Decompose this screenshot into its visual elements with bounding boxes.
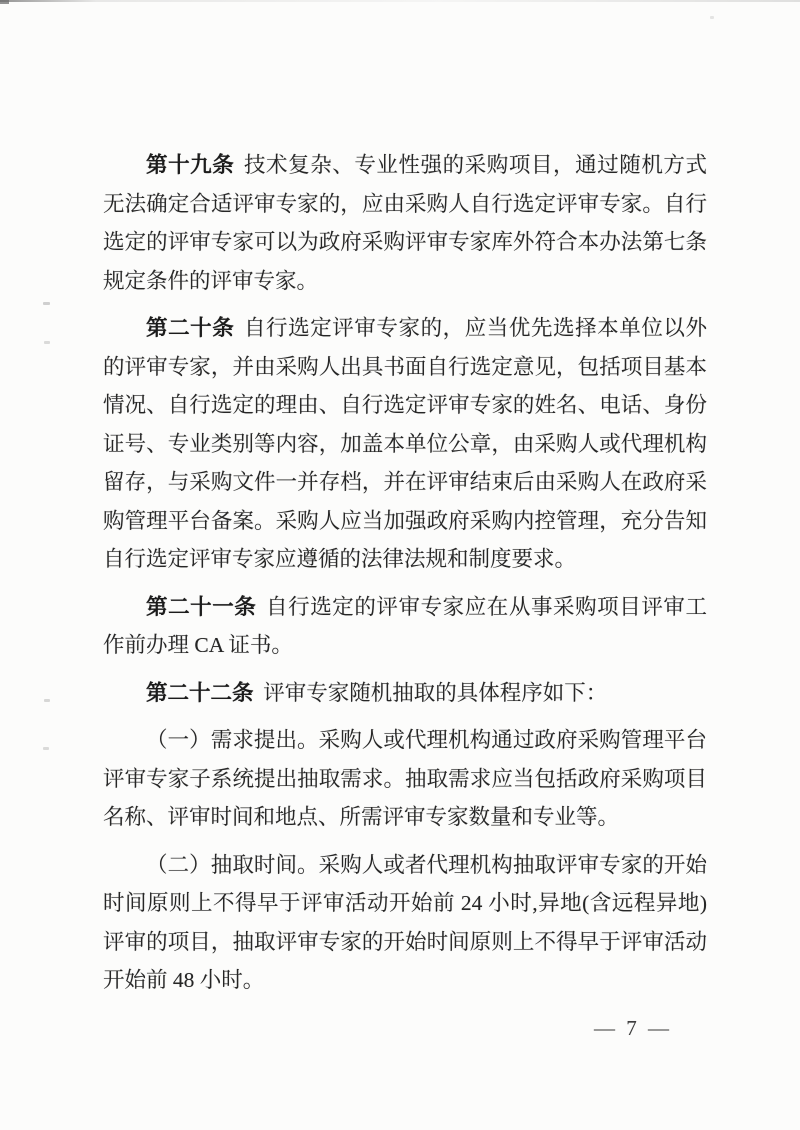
document-body <box>103 146 707 1000</box>
scan-edge-shadow <box>0 0 800 2</box>
article-heading: 第二十二条 <box>146 680 254 705</box>
article-paragraph <box>103 674 707 713</box>
scan-corner-mark <box>0 0 9 4</box>
article-paragraph <box>103 309 707 579</box>
article-body-text: 自行选定的评审专家应在从事采购项目评审工作前办理 CA 证书。 <box>103 594 707 657</box>
article-heading: 第十九条 <box>146 153 235 177</box>
article-body-text: 技术复杂、专业性强的采购项目，通过随机方式无法确定合适评审专家的，应由采购人自行选定评审专家。自行选定的评审专家可以为政府采购评审专家库外符合本办法第七条规定条件的评审专家。 <box>103 153 707 293</box>
article-heading: 第二十条 <box>146 316 235 340</box>
article-body-text: 评审专家随机抽取的具体程序如下： <box>263 680 608 705</box>
article-body-text: （一）需求提出。采购人或代理机构通过政府采购管理平台评审专家子系统提出抽取需求。抽取需求应当包括政府采购项目名称、评审时间和地点、所需评审专家数量和专业等。 <box>103 728 707 829</box>
scan-speck <box>43 302 50 305</box>
page-number: — 7 — <box>594 1016 672 1040</box>
scan-speck <box>44 341 50 344</box>
scan-speck <box>43 747 49 750</box>
article-body-text: （二）抽取时间。采购人或者代理机构抽取评审专家的开始时间原则上不得早于评审活动开始前 24 小时,异地(含远程异地)评审的项目，抽取评审专家的开始时间原则上不得早于评审活动开始前 48 小时。 <box>103 852 707 992</box>
article-paragraph <box>103 588 707 665</box>
article-paragraph <box>103 846 707 1000</box>
article-body-text: 自行选定评审专家的，应当优先选择本单位以外的评审专家，并由采购人出具书面自行选定意见，包括项目基本情况、自行选定的理由、自行选定评审专家的姓名、电话、身份证号、专业类别等内容，加盖本单位公章，由采购人或代理机构留存，与采购文件一并存档，并在评审结束后由采购人在政府采购管理平台备案。采购人应当加强政府采购内控管理，充分告知自行选定评审专家应遵循的法律法规和制度要求。 <box>103 316 707 571</box>
scan-speck <box>44 699 50 702</box>
article-paragraph <box>103 721 707 837</box>
article-heading: 第二十一条 <box>146 594 257 619</box>
article-paragraph <box>103 146 707 300</box>
scan-speck <box>710 16 714 19</box>
